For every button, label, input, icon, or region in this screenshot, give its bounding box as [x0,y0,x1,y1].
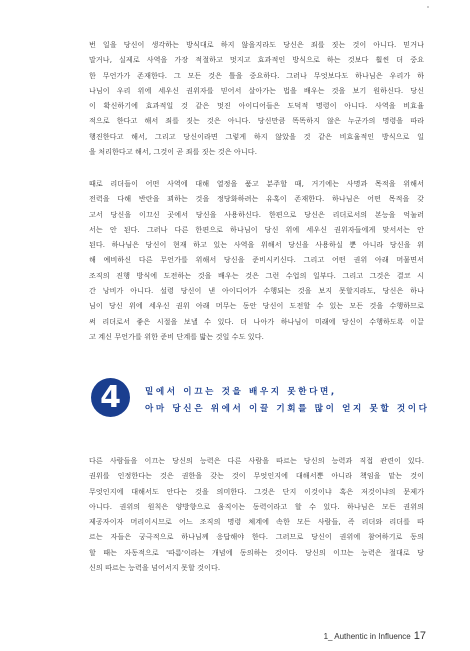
page-number: 17 [413,630,426,642]
body-paragraph-3 [89,453,424,575]
text-line: 무엇인지에 대해서도 안다는 것을 의미한다. 그것은 단지 이것이냐 혹은 저것이냐의 문제가 [89,486,424,496]
text-line: 을 처리한다고 해서, 그것이 곧 죄를 짓는 것은 아니다. [89,147,258,157]
text-line: 나님이 우리 위에 세우신 권위자를 믿어서 살아가는 법을 배우는 것을 보기 원하신다. 당신 [89,85,424,95]
page-footer [324,626,426,644]
text-line: 간 낭비가 아니다. 설령 당신이 낸 아이디어가 수행되는 것을 보지 못할지라도, 당신은 하나 [89,286,424,296]
text-line: 님이 당신 위에 세우신 권위 아래 머무는 동안 당신이 도전할 수 있는 모든 것을 수행하므로 [89,301,424,311]
section-number-badge [91,378,130,417]
text-line: 행진한다고 해서, 그리고 당신이라면 그렇게 하지 않았을 것 같은 비효율적인 방식으로 일 [89,131,424,141]
section-heading [145,384,435,418]
body-paragraph-1 [89,37,424,159]
text-line: 조직의 진행 방식에 도전하는 것을 배우는 것은 그런 수업의 일부다. 그리고 그것은 결코 시 [89,270,424,280]
text-line: 고서 당신을 이끄신 곳에서 당신을 사용하신다. 한편으로 당신은 리더로서의 본능을 억눌러 [89,209,424,219]
text-line: 한 무언가가 존재한다. 그 모든 것은 틀을 중요하다. 그러나 무엇보다도 하나님은 우리가 하 [89,70,424,80]
body-paragraph-2 [89,176,424,344]
page-corner-mark [427,6,429,8]
text-line: 말거나, 실제로 사역을 가장 적절하고 멋지고 효과적인 방식으로 하는 것보다 훨씬 더 중요 [89,55,424,65]
text-line: 다른 사람들을 이끄는 당신의 능력은 다른 사람을 따르는 당신의 능력과 직접 관련이 있다. [89,456,424,465]
text-line: 이 확신하기에 효과적일 것 같은 멋진 아이디어들은 도덕적 명령이 아니다. 사역을 비효율 [89,101,424,111]
section-heading-line-1: 밑에서 이끄는 것을 배우지 못한다면, [145,387,337,397]
text-line: 서는 안 된다. 그러나 다른 한편으로 하나님이 당신 위에 세우신 권위자들에게 맞서서는 안 [89,224,424,234]
section-number: 4 [100,379,121,415]
text-line: 르는 자들은 궁극적으로 하나님께 응답해야 한다. 그러므로 당신이 권위에 참여하기로 동의 [89,532,424,542]
text-line: 할 때는 자동적으로 '따름'이라는 개념에 동의하는 것이다. 당신의 이끄는 능력은 절대로 당 [89,547,424,557]
text-line: 고 계신 무언가를 위한 준비 단계를 밟는 것일 수도 있다. [89,331,264,341]
text-line: 전력을 다해 반란을 꾀하는 것을 정당화하려는 유혹이 존재한다. 하나님은 어떤 목적을 갖 [89,194,424,204]
text-line: 신의 따르는 능력을 넘어서지 못할 것이다. [89,563,221,573]
text-line: 권위를 인정한다는 것은 권한을 갖는 것이 무엇인지에 대해서뿐 아니라 책임을 맡는 것이 [89,471,424,481]
text-line: 번 일을 당신이 생각하는 방식대로 하지 않을지라도 당신은 죄를 짓는 것이 아니다. 믿거나 [89,40,424,49]
text-line: 아니다. 권위의 원칙은 양방향으로 움직이는 동력이라고 할 수 있다. 하나님은 모든 권위의 [89,501,424,511]
text-line: 해 예비하신 다른 무언가를 위해서 당신을 준비시키신다. 그리고 어떤 권위 아래 머물면서 [89,255,424,265]
text-line: 때로 리더들이 어떤 사역에 대해 열정을 품고 분주할 때, 거기에는 사명과 목적을 위해서 [89,179,424,188]
section-heading-line-2: 아마 당신은 위에서 이끌 기회를 많이 얻지 못할 것이다 [145,404,430,414]
text-line: 적으로 한다고 해서 죄를 짓는 것은 아니다. 당신만큼 똑똑하지 않은 누군가의 명령을 따라 [89,116,424,126]
text-line: 써 리더로서 좋은 시절을 보낼 수 있다. 더 나아가 하나님이 미래에 당신이 수행하도록 이끌 [89,316,424,326]
text-line: 제공자이자 머리이시므로 어느 조직의 명령 체계에 속한 모든 사람들, 즉 리더와 리더를 따 [89,517,424,527]
text-line: 된다. 하나님은 당신이 현재 하고 있는 사역을 위해서 당신을 사용하실 뿐 아니라 당신을 위 [89,240,424,250]
running-title: 1_ Authentic in Influence [323,632,411,641]
